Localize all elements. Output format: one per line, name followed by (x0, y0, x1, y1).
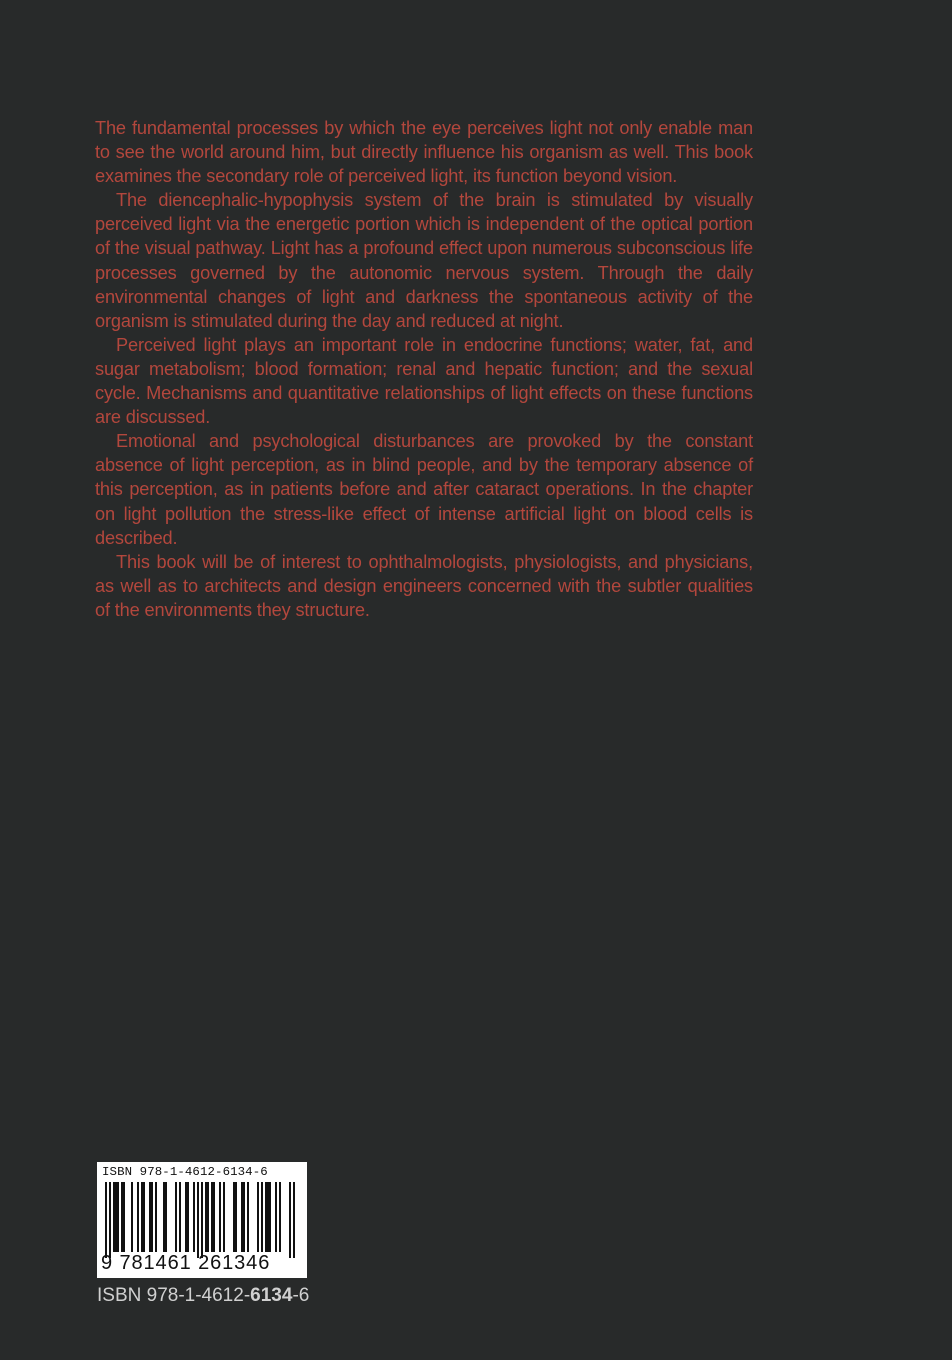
barcode-bar (137, 1182, 139, 1252)
blurb-paragraph-3: Perceived light plays an important role in endocrine functions; water, fat, and sugar metabolism; blood formation; renal and hepatic function; and the sexual cycle. Mechanisms and quantitative relationships of light effects on these functions are discussed. (95, 334, 753, 428)
blurb-paragraph-1: The fundamental processes by which the eye perceives light not only enable man to see the world around him, but directly influence his organism as well. This book examines the secondary role of perceived light, its function beyond vision. (95, 118, 753, 187)
barcode-digits: 9 781461 261346 (101, 1252, 271, 1274)
isbn-barcode (97, 1162, 307, 1278)
barcode-bar (113, 1182, 115, 1252)
barcode-bar (175, 1182, 177, 1252)
barcode-bar (115, 1182, 117, 1252)
barcode-bar (275, 1182, 277, 1252)
barcode-bar (141, 1182, 143, 1252)
barcode-bar (179, 1182, 181, 1252)
isbn-suffix: -6 (292, 1285, 310, 1306)
barcode-isbn-label: ISBN 978-1-4612-6134-6 (102, 1165, 268, 1179)
barcode-bar (219, 1182, 221, 1252)
isbn-prefix: ISBN 978-1-4612- (97, 1285, 251, 1306)
barcode-bar (261, 1182, 263, 1252)
barcode-bar (185, 1182, 187, 1252)
barcode-bars (105, 1182, 299, 1258)
barcode-bar (265, 1182, 267, 1252)
barcode-bar (105, 1182, 107, 1258)
barcode-bar (149, 1182, 151, 1252)
barcode-bar (289, 1182, 291, 1258)
barcode-bar (213, 1182, 215, 1252)
barcode-bar (205, 1182, 207, 1252)
barcode-bar (131, 1182, 133, 1252)
isbn-number (97, 1284, 309, 1308)
barcode-bar (201, 1182, 203, 1258)
barcode-bar (267, 1182, 269, 1252)
barcode-bar (193, 1182, 195, 1252)
barcode-bar (211, 1182, 213, 1252)
barcode-bar (207, 1182, 209, 1252)
barcode-bar (243, 1182, 245, 1252)
barcode-bar (109, 1182, 111, 1258)
barcode-bar (165, 1182, 167, 1252)
barcode-bar (279, 1182, 281, 1252)
back-cover-blurb (95, 116, 753, 622)
barcode-bar (269, 1182, 271, 1252)
barcode-bar (223, 1182, 225, 1252)
barcode-bar (155, 1182, 157, 1252)
barcode-bar (187, 1182, 189, 1252)
barcode-bar (163, 1182, 165, 1252)
isbn-bold-part: 6134 (250, 1285, 293, 1306)
barcode-bar (247, 1182, 249, 1252)
blurb-paragraph-2: The diencephalic-hypophysis system of the brain is stimulated by visually perceived light via the energetic portion which is independent of the optical portion of the visual pathway. Light has a profound effect upon numerous subconscious life processes governed by the autonomic nervous system. Through the daily environmental changes of light and darkness the spontaneous activity of the organism is stimulated during the day and reduced at night. (95, 190, 753, 331)
barcode-bar (117, 1182, 119, 1252)
barcode-bar (235, 1182, 237, 1252)
barcode-bar (151, 1182, 153, 1252)
blurb-paragraph-4: Emotional and psychological disturbances are provoked by the constant absence of light perception, as in blind people, and by the temporary absence of this perception, as in patients before and after cataract operations. In the chapter on light pollution the stress-like effect of intense artificial light on blood cells is described. (95, 431, 753, 548)
barcode-bar (293, 1182, 295, 1258)
barcode-bar (233, 1182, 235, 1252)
blurb-paragraph-5: This book will be of interest to ophthalmologists, physiologists, and physicians, as well as to architects and design engineers concerned with the subtler qualities of the environments they structure. (95, 551, 753, 620)
barcode-bar (123, 1182, 125, 1252)
barcode-bar (197, 1182, 199, 1258)
barcode-bar (121, 1182, 123, 1252)
barcode-bar (241, 1182, 243, 1252)
barcode-bar (257, 1182, 259, 1252)
barcode-bar (143, 1182, 145, 1252)
